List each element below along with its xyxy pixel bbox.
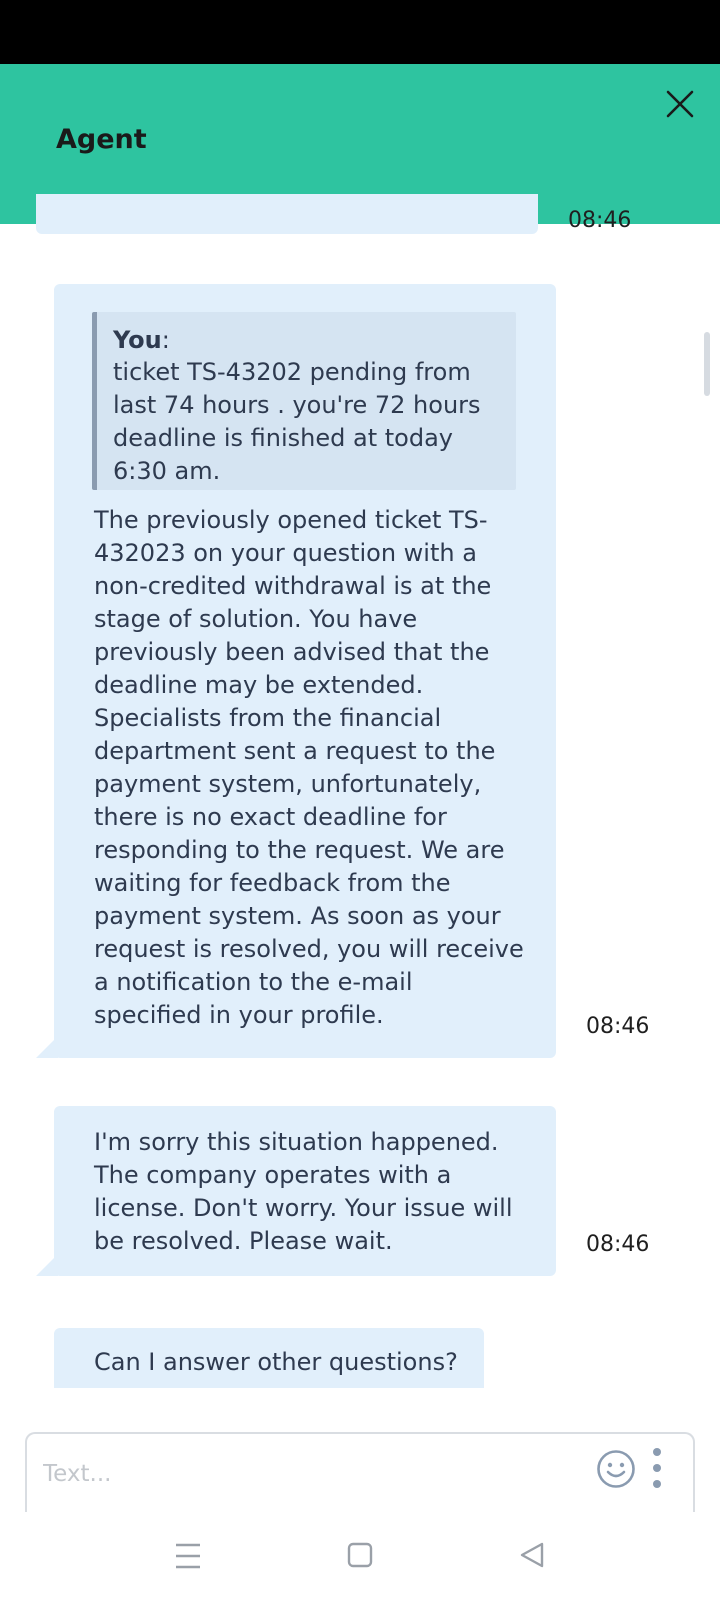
menu-icon xyxy=(168,1538,208,1574)
system-navigation-bar xyxy=(0,1512,720,1600)
nav-menu-button[interactable] xyxy=(168,1538,208,1574)
bubble-tail xyxy=(36,1254,58,1276)
agent-message xyxy=(54,1106,556,1276)
message-text: I'm sorry this situation happened. The company operates with a license. Don't worry. Your issue will be resolved. Please wait. xyxy=(94,1128,513,1255)
chat-history[interactable] xyxy=(0,208,720,1384)
message-composer xyxy=(25,1432,695,1512)
smiley-icon xyxy=(595,1448,637,1490)
nav-back-button[interactable] xyxy=(512,1538,552,1574)
scrollbar[interactable] xyxy=(704,332,710,396)
quote-author: You xyxy=(113,326,162,354)
more-options-button[interactable] xyxy=(645,1444,669,1494)
quoted-message xyxy=(92,312,516,490)
message-text: Can I answer other questions? xyxy=(94,1348,458,1376)
message-time: 08:46 xyxy=(586,1014,650,1039)
bubble-tail xyxy=(36,1036,58,1058)
close-icon xyxy=(660,84,700,124)
close-button[interactable] xyxy=(660,84,700,124)
agent-message xyxy=(54,1328,484,1388)
quote-text: ticket TS-43202 pending from last 74 hours . you're 72 hours deadline is finished at today 6:30 am. xyxy=(113,358,481,485)
more-vertical-icon xyxy=(645,1444,669,1494)
quote-colon: : xyxy=(161,326,170,354)
message-text: The previously opened ticket TS-432023 on your question with a non-credited withdrawal is at the stage of solution. You have previously been advised that the deadline may be extended. Specialists from the financial department sent a request to the payment system, unfortunately, there is no exact deadline for responding to the request. We are waiting for feedback from the payment system. As soon as your request is resolved, you will receive a notification to the e-mail specified in your profile. xyxy=(94,506,524,1029)
back-triangle-icon xyxy=(512,1538,552,1574)
nav-home-button[interactable] xyxy=(340,1538,380,1574)
emoji-button[interactable] xyxy=(595,1448,637,1490)
message-input[interactable] xyxy=(43,1456,563,1492)
square-icon xyxy=(340,1538,380,1574)
header-title: Agent xyxy=(56,124,147,155)
message-time: 08:46 xyxy=(586,1232,650,1257)
message-time: 08:46 xyxy=(568,208,632,233)
agent-message xyxy=(54,284,556,1058)
status-bar xyxy=(0,0,720,64)
previous-message-bubble xyxy=(36,194,538,234)
